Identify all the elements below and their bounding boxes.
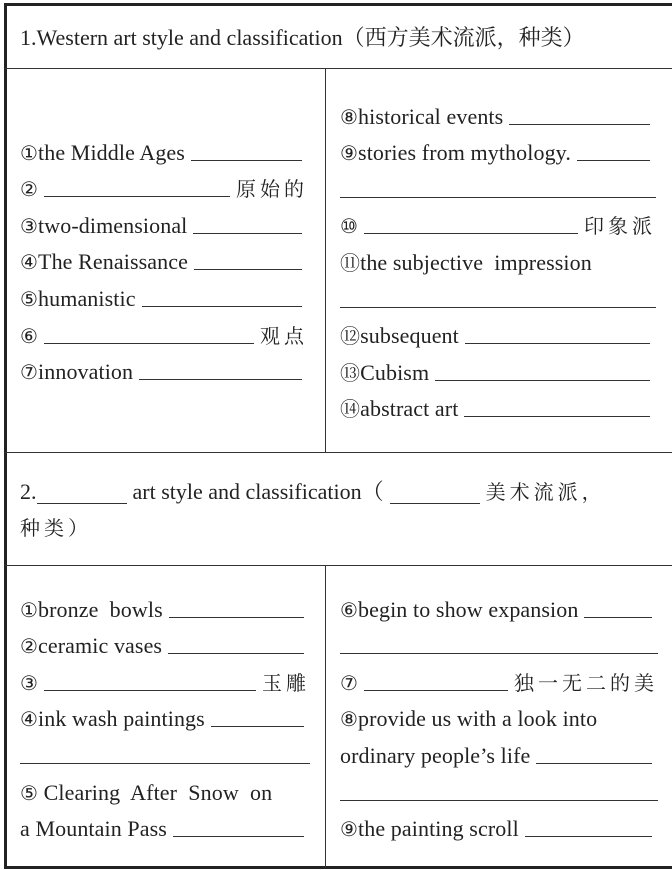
section2-title-line2: 种类） xyxy=(20,516,92,540)
worksheet-item xyxy=(20,770,310,807)
worksheet-item xyxy=(340,277,656,314)
column-divider xyxy=(325,68,326,452)
item-chinese: 玉雕 xyxy=(262,670,310,695)
answer-blank xyxy=(173,813,304,837)
item-chinese: 印象派 xyxy=(584,214,656,239)
answer-blank xyxy=(577,137,650,161)
answer-blank xyxy=(364,210,578,234)
answer-blank xyxy=(509,101,650,125)
worksheet-item xyxy=(340,587,658,624)
item-text: a Mountain Pass xyxy=(20,816,167,842)
worksheet-item xyxy=(20,167,308,204)
item-text: the painting scroll xyxy=(358,816,519,842)
answer-blank xyxy=(211,703,304,727)
answer-blank xyxy=(142,283,302,307)
worksheet-item xyxy=(340,624,658,661)
item-number: ⑩ xyxy=(340,214,359,239)
section2-right-column xyxy=(340,587,658,843)
answer-blank xyxy=(584,594,652,618)
item-number: ⑦ xyxy=(340,670,359,695)
item-number: ⑤ xyxy=(20,780,39,805)
worksheet-item xyxy=(20,624,310,661)
worksheet-item xyxy=(340,697,658,734)
section2-left-column xyxy=(20,587,310,843)
item-text: The Renaissance xyxy=(38,249,188,275)
item-chinese: 原始的 xyxy=(236,177,308,202)
column-divider xyxy=(325,565,326,868)
item-number: ② xyxy=(20,634,39,659)
answer-blank xyxy=(464,393,650,417)
item-number: ③ xyxy=(20,213,39,238)
answer-blank xyxy=(191,137,302,161)
section1-right-column xyxy=(340,94,656,423)
item-text: humanistic xyxy=(38,285,136,311)
item-text: begin to show expansion xyxy=(358,596,579,622)
item-number: ⑭ xyxy=(340,397,361,422)
row-divider xyxy=(4,565,672,566)
item-number: ① xyxy=(20,140,39,165)
item-number: ⑨ xyxy=(340,817,359,842)
answer-blank xyxy=(536,740,652,764)
item-number: ① xyxy=(20,597,39,622)
answer-blank xyxy=(168,630,304,654)
answer-blank xyxy=(340,174,656,198)
item-text: bronze bowls xyxy=(38,596,163,622)
item-number: ⑪ xyxy=(340,250,361,275)
worksheet-item xyxy=(20,240,308,277)
worksheet-item xyxy=(340,387,656,424)
item-text: ink wash paintings xyxy=(38,706,205,732)
answer-blank xyxy=(44,667,256,691)
item-chinese: 独一无二的美 xyxy=(514,670,658,695)
item-number: ⑫ xyxy=(340,324,361,349)
item-number: ⑧ xyxy=(340,104,359,129)
answer-blank xyxy=(435,357,650,381)
section1-left-column xyxy=(20,130,308,386)
worksheet-item xyxy=(20,587,310,624)
worksheet-item xyxy=(20,276,308,313)
worksheet-item xyxy=(340,167,656,204)
answer-blank xyxy=(340,284,656,308)
row-divider xyxy=(4,452,672,453)
worksheet-item xyxy=(20,203,308,240)
answer-blank xyxy=(44,173,230,197)
item-number: ⑬ xyxy=(340,360,361,385)
worksheet-item xyxy=(340,660,658,697)
item-chinese: 观点 xyxy=(260,323,308,348)
worksheet-item xyxy=(20,733,310,770)
worksheet-item xyxy=(340,770,658,807)
row-divider xyxy=(4,68,672,69)
worksheet-item xyxy=(340,350,656,387)
item-number: ⑦ xyxy=(20,360,39,385)
answer-blank xyxy=(193,210,302,234)
item-number: ⑥ xyxy=(20,323,39,348)
answer-blank xyxy=(169,594,304,618)
item-number: ② xyxy=(20,177,39,202)
item-text: the subjective impression xyxy=(360,249,592,275)
item-text: ordinary people’s life xyxy=(340,742,531,768)
answer-blank xyxy=(37,480,127,504)
worksheet-item xyxy=(20,313,308,350)
answer-blank xyxy=(465,320,650,344)
item-number: ⑥ xyxy=(340,597,359,622)
worksheet-item xyxy=(340,240,656,277)
item-text: Clearing After Snow on xyxy=(38,779,273,805)
item-number: ⑧ xyxy=(340,707,359,732)
section2-title-prefix: 2. xyxy=(20,479,37,504)
item-number: ⑨ xyxy=(340,141,359,166)
item-number: ③ xyxy=(20,670,39,695)
answer-blank xyxy=(44,320,254,344)
answer-blank xyxy=(139,356,302,380)
answer-blank xyxy=(390,480,480,504)
item-text: historical events xyxy=(358,103,504,129)
answer-blank xyxy=(364,667,508,691)
worksheet-item xyxy=(340,314,656,351)
item-text: abstract art xyxy=(360,396,459,422)
answer-blank xyxy=(20,740,310,764)
item-text: subsequent xyxy=(360,323,459,349)
worksheet-item xyxy=(340,733,658,770)
answer-blank xyxy=(525,813,652,837)
item-text: provide us with a look into xyxy=(358,706,598,732)
item-text: stories from mythology. xyxy=(358,140,571,166)
item-text: innovation xyxy=(38,359,134,385)
worksheet-item xyxy=(340,807,658,844)
worksheet-item xyxy=(20,130,308,167)
item-text: ceramic vases xyxy=(38,633,163,659)
answer-blank xyxy=(340,630,658,654)
answer-blank xyxy=(340,777,658,801)
worksheet-item xyxy=(20,350,308,387)
section1-title: 1.Western art style and classification（西方美术流派，种类） xyxy=(20,25,585,50)
item-text: Cubism xyxy=(360,359,430,385)
item-text: the Middle Ages xyxy=(38,139,185,165)
worksheet-item xyxy=(20,697,310,734)
worksheet-item xyxy=(20,807,310,844)
worksheet-item xyxy=(340,131,656,168)
section2-title-mid: art style and classification（ xyxy=(132,479,384,504)
section2-title xyxy=(20,474,662,546)
worksheet-item xyxy=(340,94,656,131)
worksheet-item xyxy=(340,204,656,241)
item-number: ⑤ xyxy=(20,286,39,311)
section2-title-cn: 美术流派， xyxy=(485,480,606,504)
answer-blank xyxy=(194,246,302,270)
worksheet-item xyxy=(20,660,310,697)
item-number: ④ xyxy=(20,707,39,732)
item-text: two-dimensional xyxy=(38,212,188,238)
item-number: ④ xyxy=(20,250,39,275)
